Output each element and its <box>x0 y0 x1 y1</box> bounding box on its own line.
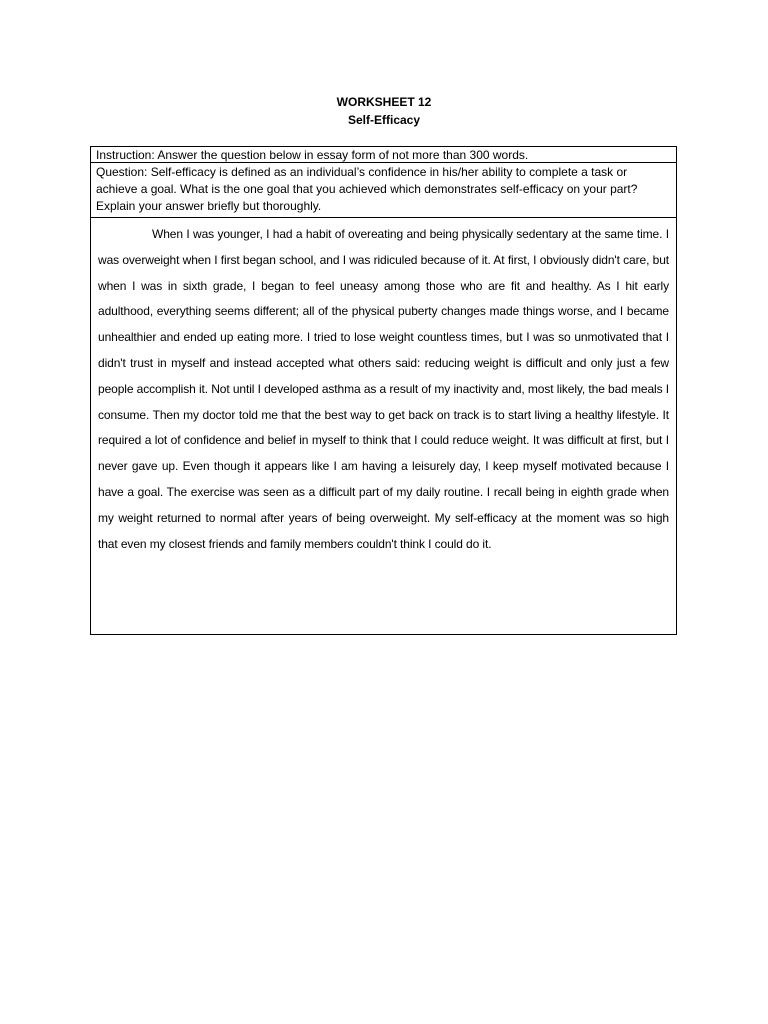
question-row: Question: Self-efficacy is defined as an individual’s confidence in his/her ability to complete a task or achieve a goal. What is the one goal that you achieved which demonstrates self-efficacy on your part? Explain your answer briefly but thoroughly. <box>91 163 676 218</box>
worksheet-title: WORKSHEET 12 <box>336 95 432 109</box>
worksheet-subtitle: Self-Efficacy <box>347 113 421 127</box>
essay-answer-text: When I was younger, I had a habit of overeating and being physically sedentary at the same time. I was overweight when I first began school, and I was ridiculed because of it. At first, I obviously didn't care, but when I was in sixth grade, I began to feel uneasy among those who are fit and healthy. As I hit early adulthood, everything seems different; all of the physical puberty changes made things worse, and I became unhealthier and ended up eating more. I tried to lose weight countless times, but I was so unmotivated that I didn't trust in myself and instead accepted what others said: reducing weight is difficult and only just a few people accomplish it. Not until I developed asthma as a result of my inactivity and, most likely, the bad meals I consume. Then my doctor told me that the best way to get back on track is to start living a healthy lifestyle. It required a lot of confidence and belief in myself to think that I could reduce weight. It was difficult at first, but I never gave up. Even though it appears like I am having a leisurely day, I keep myself motivated because I have a goal. The exercise was seen as a difficult part of my daily routine. I recall being in eighth grade when my weight returned to normal after years of being overweight. My self-efficacy at the moment was so high that even my closest friends and family members couldn't think I could do it. <box>98 227 669 551</box>
answer-cell <box>91 218 676 634</box>
worksheet-table <box>90 146 677 635</box>
instruction-row: Instruction: Answer the question below in essay form of not more than 300 words. <box>91 147 676 163</box>
